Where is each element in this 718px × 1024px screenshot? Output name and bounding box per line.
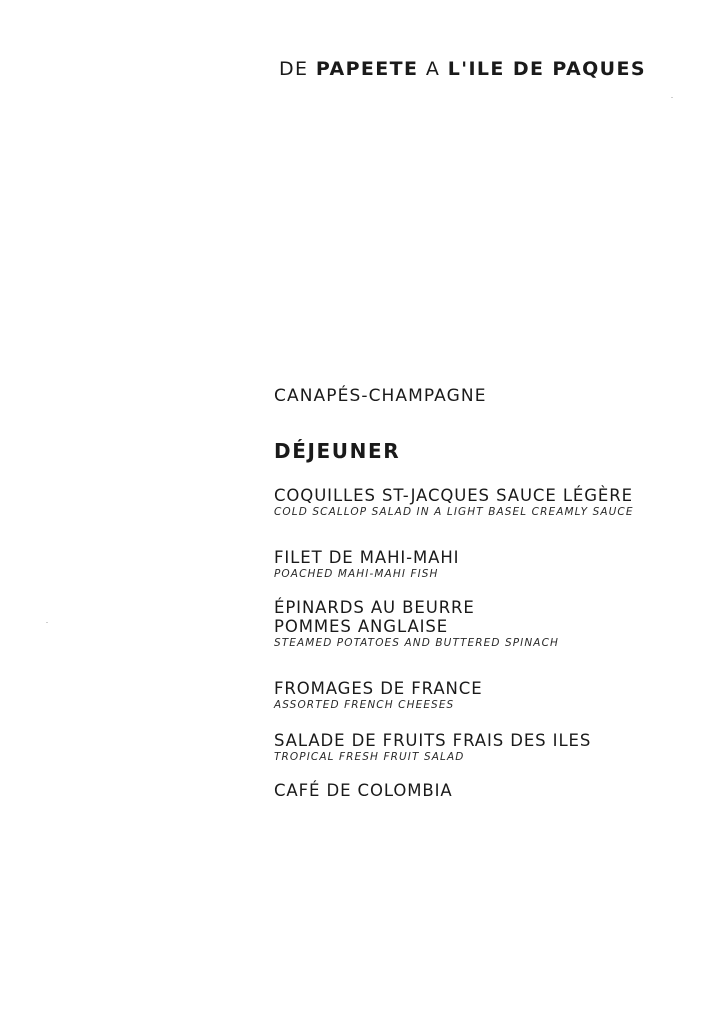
paper-speck [671, 97, 673, 98]
course-name-fr: FROMAGES DE FRANCE [274, 679, 483, 698]
course-name-fr: COQUILLES ST-JACQUES SAUCE LÉGÈRE [274, 486, 633, 505]
title-prefix: DE [279, 58, 309, 80]
course-cheeses [274, 679, 694, 712]
menu-body [274, 385, 694, 800]
course-name-fr: FILET DE MAHI-MAHI [274, 548, 460, 567]
course-desc-en: COLD SCALLOP SALAD IN A LIGHT BASEL CREAMLY SAUCE [274, 506, 634, 518]
meal-heading: DÉJEUNER [274, 439, 401, 463]
course-fruit-salad [274, 731, 694, 764]
title-connector: A [425, 58, 441, 80]
course-desc-en: ASSORTED FRENCH CHEESES [274, 699, 455, 711]
course-scallops [274, 486, 694, 519]
title-origin: PAPEETE [315, 58, 419, 80]
course-coffee [274, 781, 694, 800]
course-name-fr: SALADE DE FRUITS FRAIS DES ILES [274, 731, 592, 750]
course-desc-en: TROPICAL FRESH FRUIT SALAD [274, 751, 465, 763]
course-desc-en: STEAMED POTATOES AND BUTTERED SPINACH [274, 637, 560, 649]
title-destination: L'ILE DE PAQUES [447, 58, 646, 80]
course-name-fr: CAFÉ DE COLOMBIA [274, 781, 453, 800]
course-mahi-mahi [274, 548, 694, 581]
paper-speck [46, 622, 48, 623]
course-name-fr: ÉPINARDS AU BEURRE [274, 598, 475, 617]
prelude-item: CANAPÉS-CHAMPAGNE [274, 386, 487, 406]
course-sides [274, 598, 694, 650]
page-title [279, 57, 646, 81]
course-name-fr-line2: POMMES ANGLAISE [274, 617, 449, 636]
course-desc-en: POACHED MAHI-MAHI FISH [274, 568, 439, 580]
